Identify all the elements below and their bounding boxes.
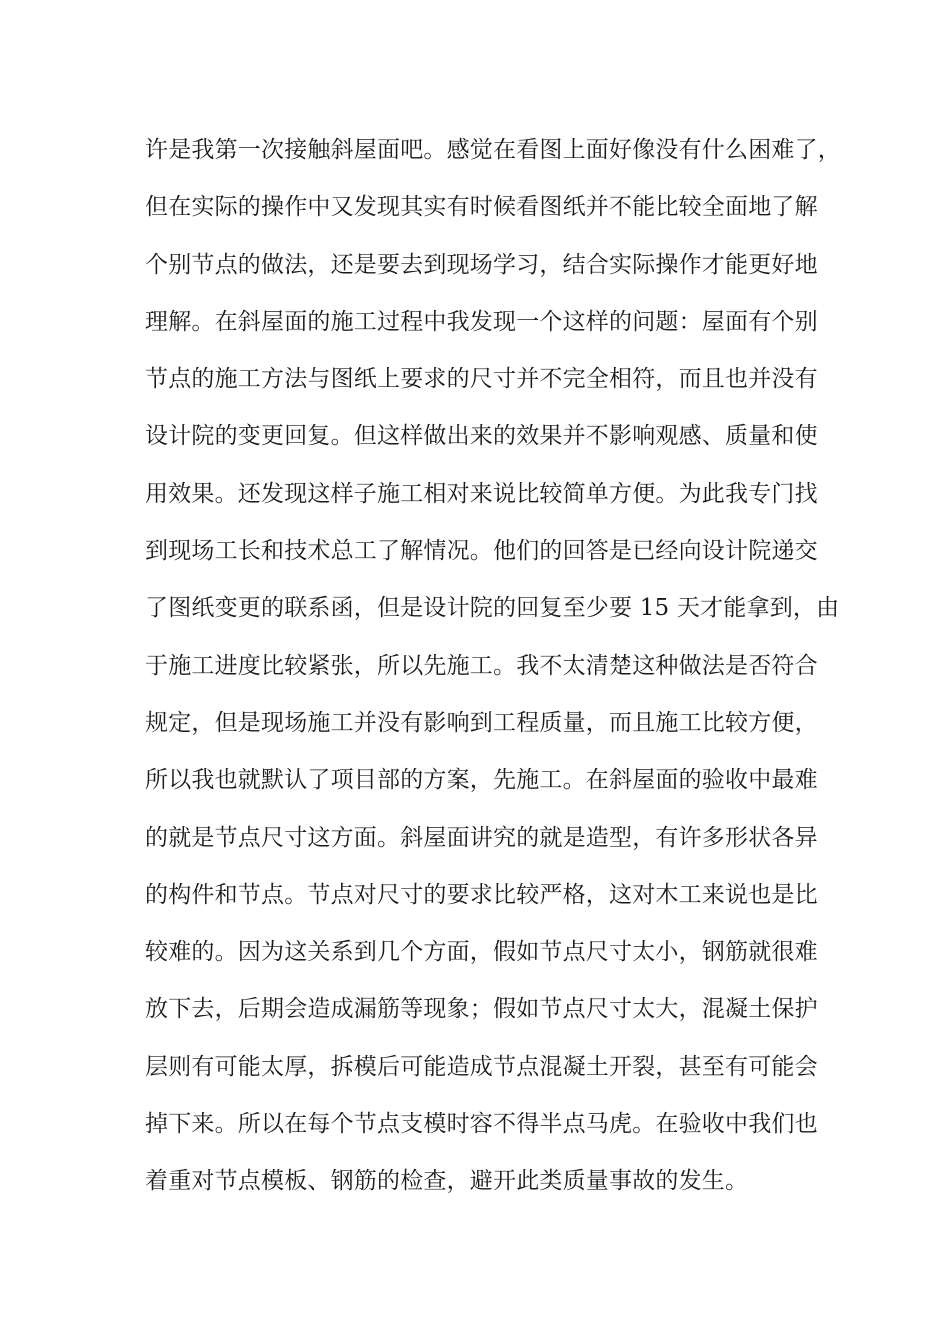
text-line: 于施工进度比较紧张，所以先施工。我不太清楚这种做法是否符合 xyxy=(145,652,818,679)
text-line: 着重对节点模板、钢筋的检查，避开此类质量事故的发生。 xyxy=(145,1168,749,1195)
text-line: 节点的施工方法与图纸上要求的尺寸并不完全相符，而且也并没有 xyxy=(145,366,818,393)
text-line: 的构件和节点。节点对尺寸的要求比较严格，这对木工来说也是比 xyxy=(145,881,818,908)
text-line: 到现场工长和技术总工了解情况。他们的回答是已经向设计院递交 xyxy=(145,538,818,565)
text-line: 掉下来。所以在每个节点支模时容不得半点马虎。在验收中我们也 xyxy=(145,1111,818,1138)
body-paragraph xyxy=(145,128,841,1217)
text-line: 个别节点的做法，还是要去到现场学习，结合实际操作才能更好地 xyxy=(145,251,818,278)
text-line: 的就是节点尺寸这方面。斜屋面讲究的就是造型，有许多形状各异 xyxy=(145,824,818,851)
text-line: 许是我第一次接触斜屋面吧。感觉在看图上面好像没有什么困难了， xyxy=(145,137,841,163)
text-line: 所以我也就默认了项目部的方案，先施工。在斜屋面的验收中最难 xyxy=(145,767,818,794)
text-line: 用效果。还发现这样子施工相对来说比较简单方便。为此我专门找 xyxy=(145,480,818,507)
text-line: 了图纸变更的联系函，但是设计院的回复至少要 15 天才能拿到，由 xyxy=(145,595,840,622)
text-line: 放下去，后期会造成漏筋等现象；假如节点尺寸太大，混凝土保护 xyxy=(145,996,818,1023)
text-line: 规定，但是现场施工并没有影响到工程质量，而且施工比较方便， xyxy=(145,709,818,736)
text-line: 层则有可能太厚，拆模后可能造成节点混凝土开裂，甚至有可能会 xyxy=(145,1053,818,1080)
text-line: 设计院的变更回复。但这样做出来的效果并不影响观感、质量和使 xyxy=(145,423,818,450)
text-line: 理解。在斜屋面的施工过程中我发现一个这样的问题：屋面有个别 xyxy=(145,308,818,335)
text-line: 但在实际的操作中又发现其实有时候看图纸并不能比较全面地了解 xyxy=(145,194,818,221)
text-line: 较难的。因为这关系到几个方面，假如节点尺寸太小，钢筋就很难 xyxy=(145,939,818,966)
